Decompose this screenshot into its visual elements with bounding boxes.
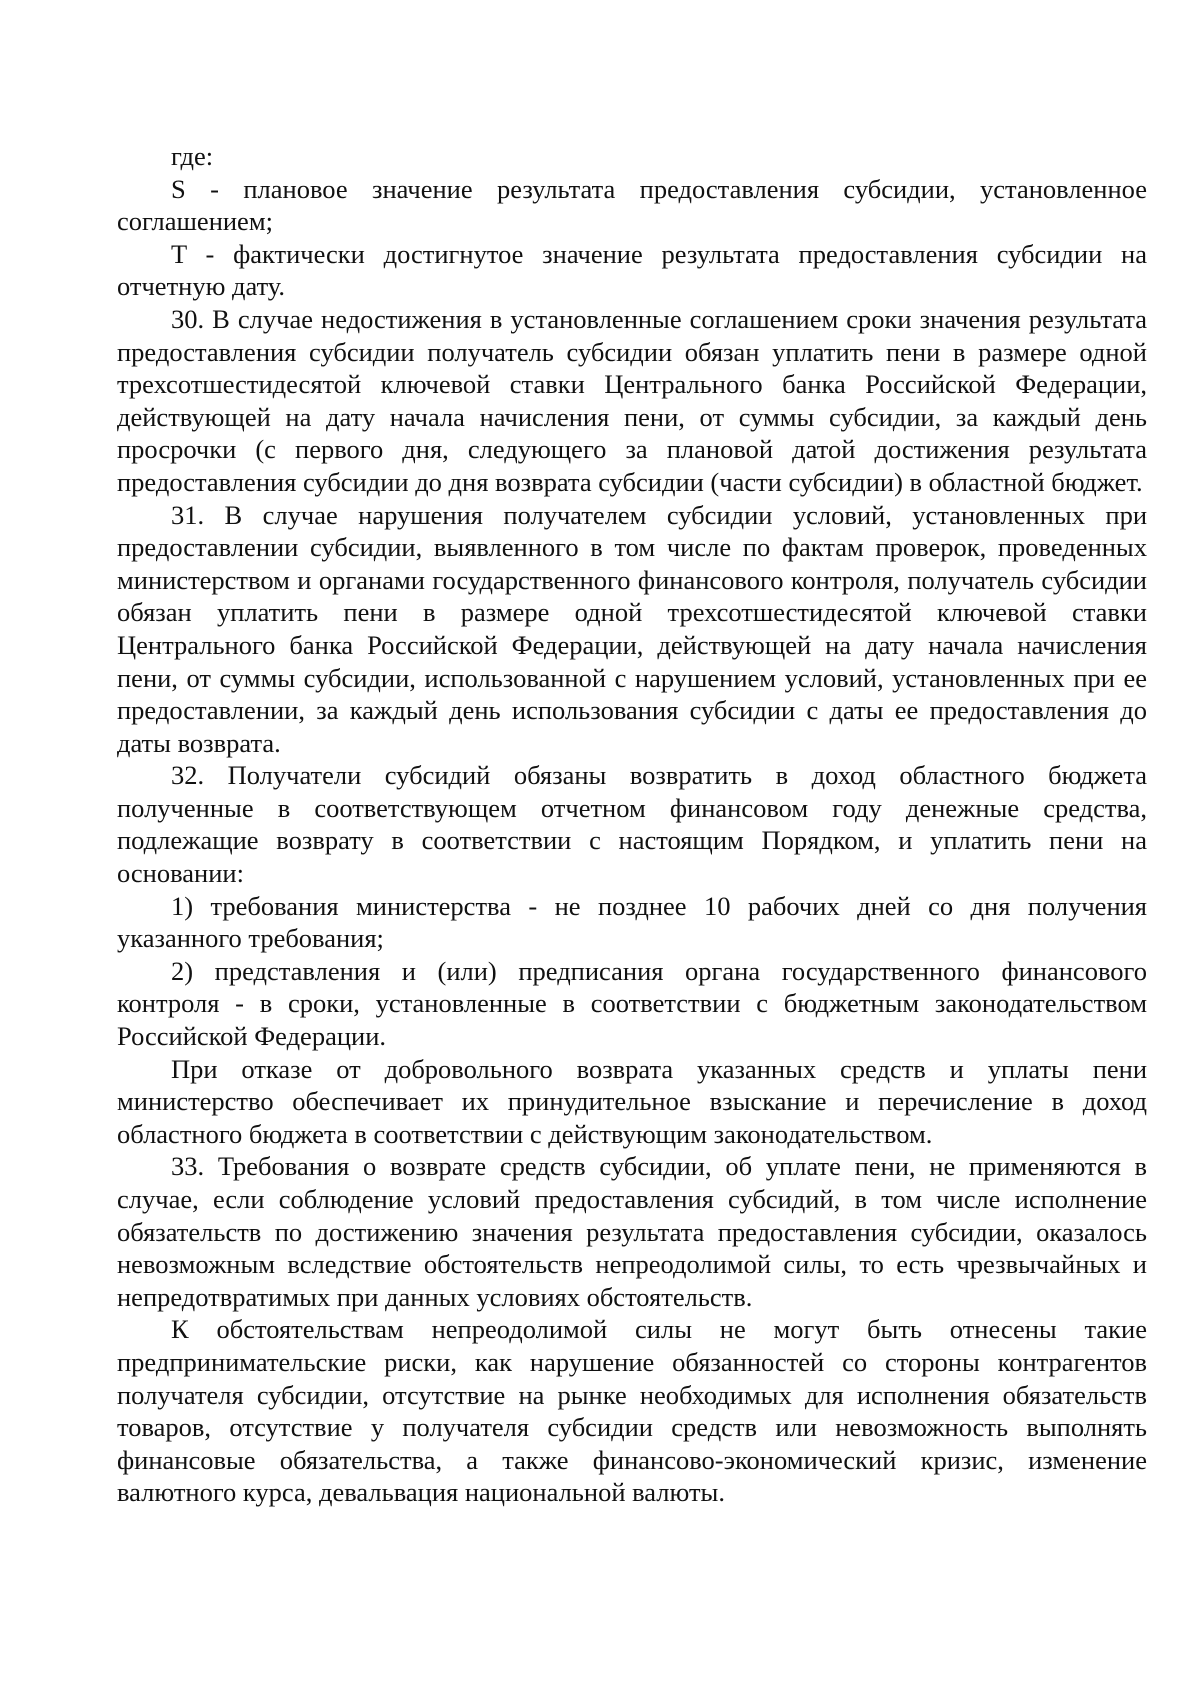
paragraph-clause-32-item-2: 2) представления и (или) предписания органа государственного финансового контроля - в сроки, установленные в соответствии с бюджетным законодательством Российской Федерации. [117,955,1147,1052]
paragraph-clause-32-item-1: 1) требования министерства - не позднее 10 рабочих дней со дня получения указанного требования; [117,890,1147,954]
paragraph-clause-31: 31. В случае нарушения получателем субсидии условий, установленных при предоставлении субсидии, выявленного в том числе по фактам проверок, проведенных министерством и органами государственного финансового контроля, получатель субсидии обязан уплатить пени в размере одной трехсотшестидесятой ключевой ставки Центрального банка Российской Федерации, действующей на дату начала начисления пени, от суммы субсидии, использованной с нарушением условий, установленных при ее предоставлении, за каждый день использования субсидии с даты ее предоставления до даты возврата. [117,499,1147,758]
paragraph-clause-32: 32. Получатели субсидий обязаны возвратить в доход областного бюджета полученные в соответствующем отчетном финансовом году денежные средства, подлежащие возврату в соответствии с настоящим Порядком, и уплатить пени на основании: [117,760,1147,889]
paragraph-definition-s: S - плановое значение результата предоставления субсидии, установленное соглашением; [117,173,1147,237]
paragraph-where: где: [171,141,214,171]
paragraph-definition-t: T - фактически достигнутое значение результата предоставления субсидии на отчетную дату. [117,238,1147,302]
paragraph-force-majeure: К обстоятельствам непреодолимой силы не могут быть отнесены такие предпринимательские риски, как нарушение обязанностей со стороны контрагентов получателя субсидии, отсутствие на рынке необходимых для исполнения обязательств товаров, отсутствие у получателя субсидии средств или невозможность выполнять финансовые обязательства, а также финансово-экономический кризис, изменение валютного курса, девальвация национальной валюты. [117,1314,1147,1508]
paragraph-clause-30: 30. В случае недостижения в установленные соглашением сроки значения результата предоставления субсидии получатель субсидии обязан уплатить пени в размере одной трехсотшестидесятой ключевой ставки Центрального банка Российской Федерации, действующей на дату начала начисления пени, от суммы субсидии, за каждый день просрочки (с первого дня, следующего за плановой датой достижения результата предоставления субсидии до дня возврата субсидии (части субсидии) в областной бюджет. [117,303,1147,497]
paragraph-clause-33: 33. Требования о возврате средств субсидии, об уплате пени, не применяются в случае, если соблюдение условий предоставления субсидий, в том числе исполнение обязательств по достижению значения результата предоставления субсидии, оказалось невозможным вследствие обстоятельств непреодолимой силы, то есть чрезвычайных и непредотвратимых при данных условиях обстоятельств. [117,1151,1147,1312]
paragraph-refusal: При отказе от добровольного возврата указанных средств и уплаты пени министерство обеспечивает их принудительное взыскание и перечисление в доход областного бюджета в соответствии с действующим законодательством. [117,1053,1147,1149]
document-page [117,140,1147,1509]
